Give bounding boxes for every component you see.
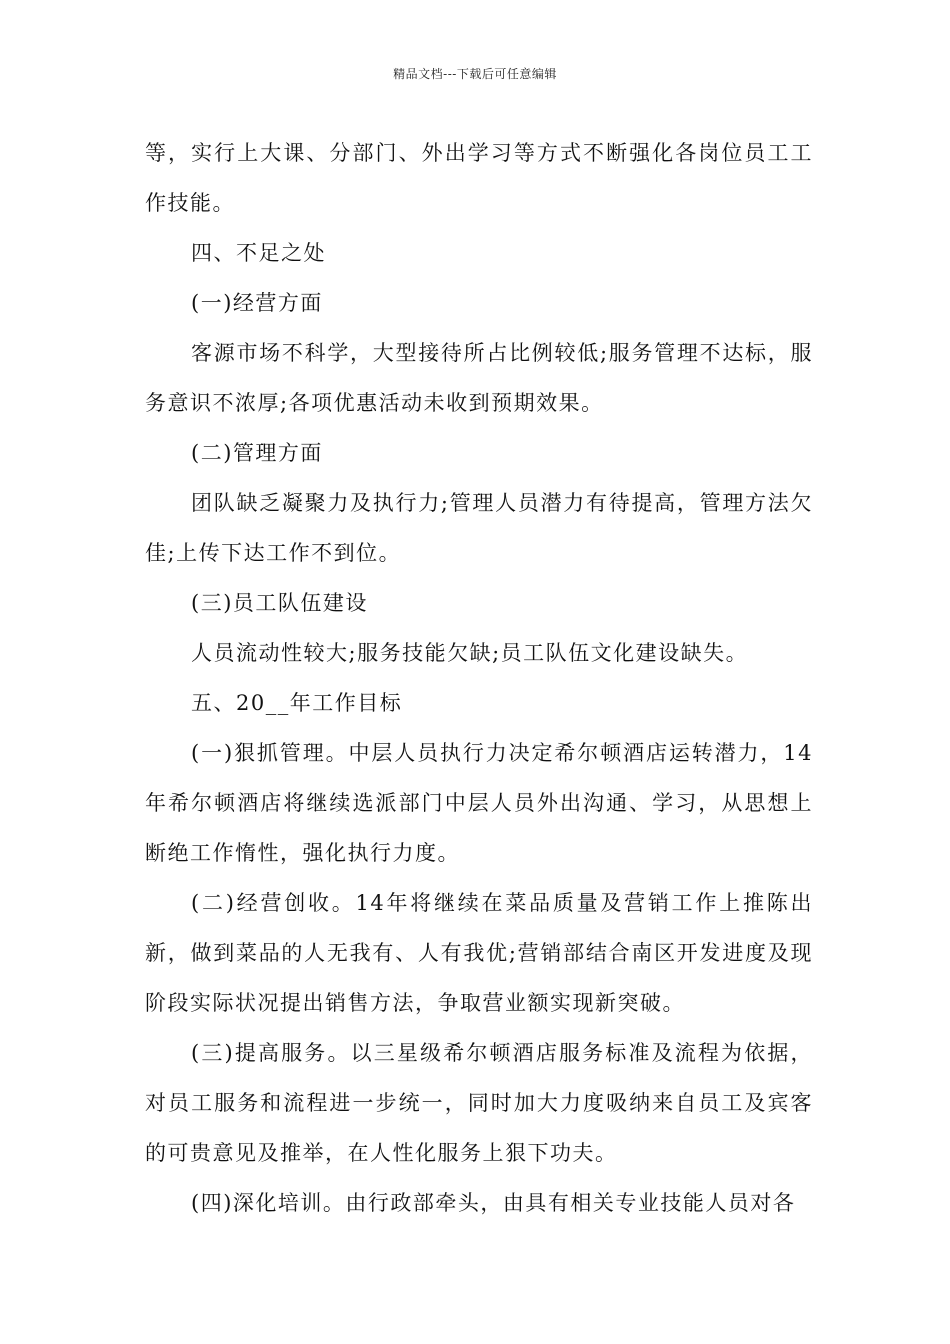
paragraph: (一)狠抓管理。中层人员执行力决定希尔顿酒店运转潜力，14年希尔顿酒店将继续选派部门中层人员外出沟通、学习，从思想上断绝工作惰性，强化执行力度。 (145, 741, 813, 865)
subsection-heading: (三)员工队伍建设 (191, 591, 368, 615)
section-heading: 四、不足之处 (191, 241, 326, 265)
paragraph: (三)提高服务。以三星级希尔顿酒店服务标准及流程为依据，对员工服务和流程进一步统一，同时加大力度吸纳来自员工及宾客的可贵意见及推举，在人性化服务上狠下功夫。 (145, 1041, 813, 1165)
subsection-heading: (二)管理方面 (191, 441, 323, 465)
page-header: 精品文档---下载后可任意编辑 (393, 67, 557, 81)
paragraph: 人员流动性较大;服务技能欠缺;员工队伍文化建设缺失。 (191, 641, 749, 665)
paragraph: 客源市场不科学，大型接待所占比例较低;服务管理不达标，服务意识不浓厚;各项优惠活动未收到预期效果。 (145, 341, 813, 415)
paragraph: 等，实行上大课、分部门、外出学习等方式不断强化各岗位员工工作技能。 (145, 141, 813, 215)
document-body (145, 128, 813, 1228)
section-heading: 五、20__年工作目标 (191, 691, 403, 715)
paragraph: 团队缺乏凝聚力及执行力;管理人员潜力有待提高，管理方法欠佳;上传下达工作不到位。 (145, 491, 813, 565)
paragraph: (二)经营创收。14年将继续在菜品质量及营销工作上推陈出新，做到菜品的人无我有、人有我优;营销部结合南区开发进度及现阶段实际状况提出销售方法，争取营业额实现新突破。 (145, 891, 813, 1015)
subsection-heading: (一)经营方面 (191, 291, 323, 315)
paragraph: (四)深化培训。由行政部牵头，由具有相关专业技能人员对各 (191, 1191, 796, 1215)
